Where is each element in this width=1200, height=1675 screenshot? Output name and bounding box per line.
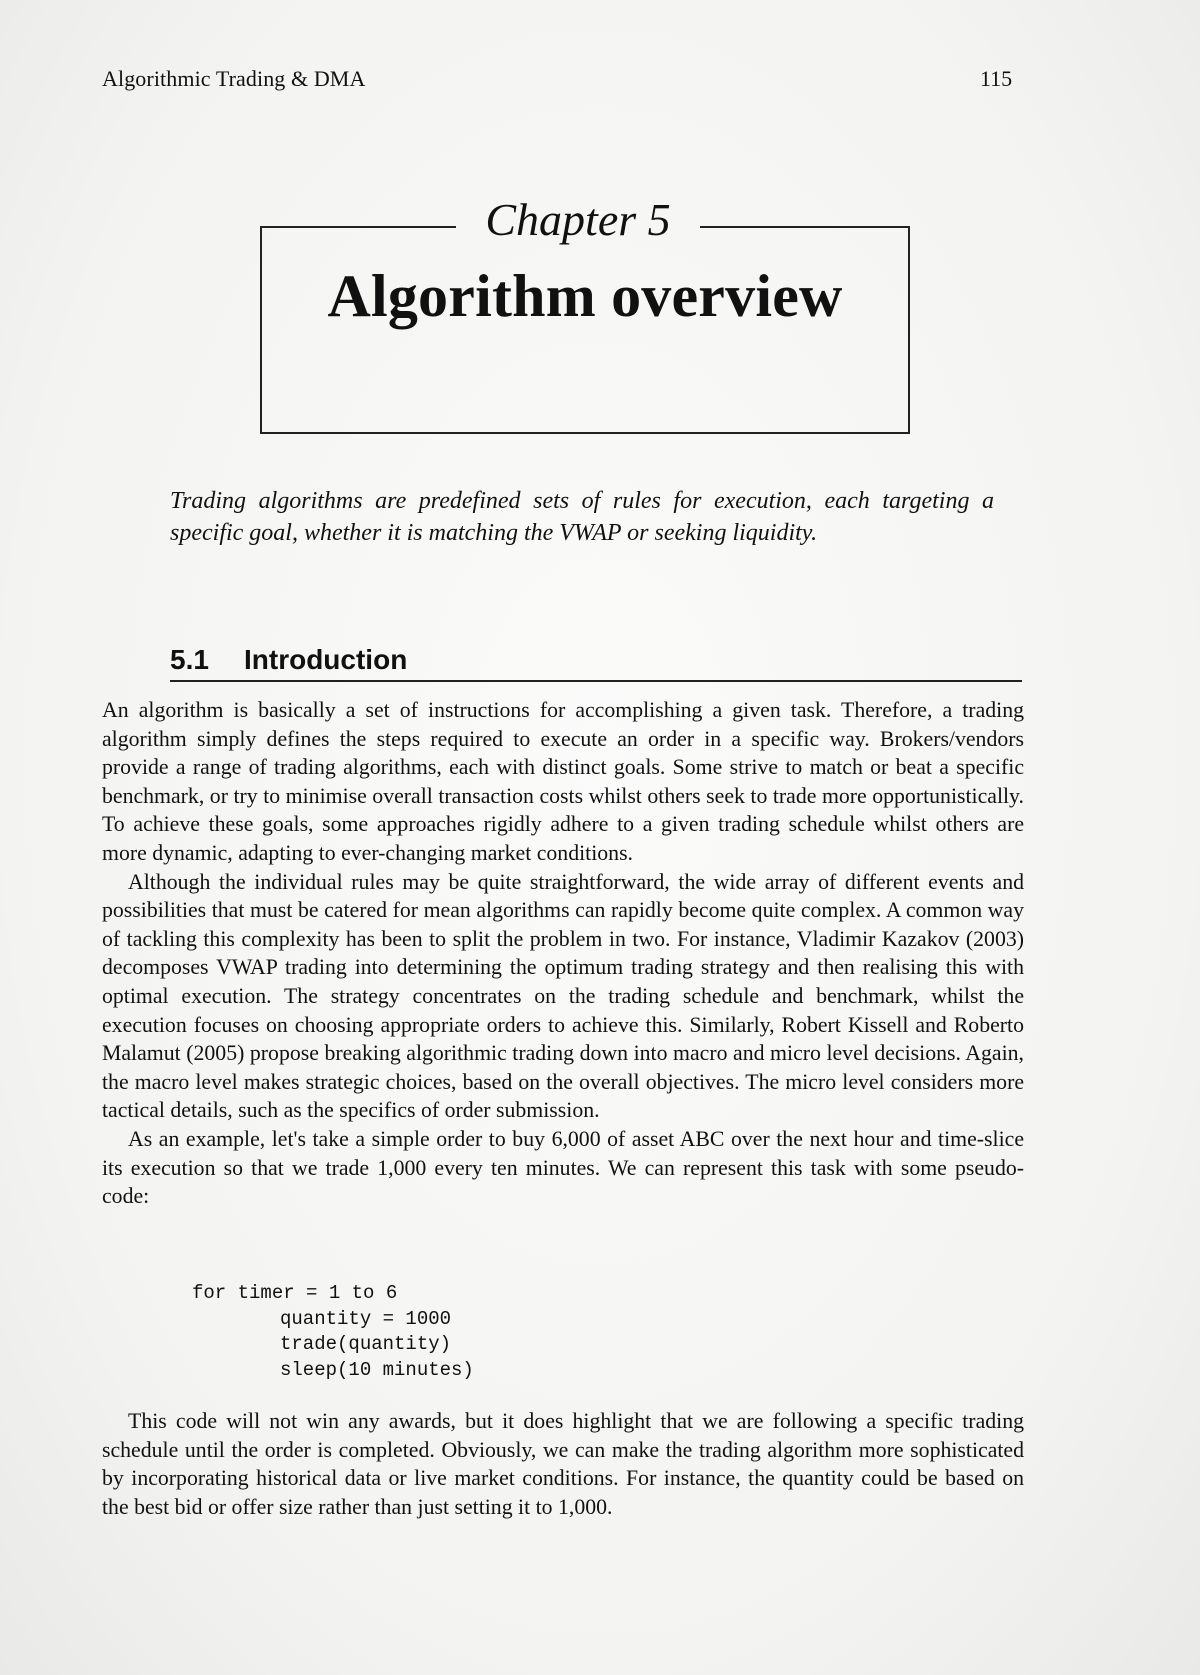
paragraph: This code will not win any awards, but it does highlight that we are following a specific trading schedule until the order is completed. Obviously, we can make the trading algorithm more sophisticated by incorporating historical data or live market conditions. For instance, the quantity could be based on the best bid or offer size rather than just setting it to 1,000. [102, 1409, 1024, 1519]
section-number: 5.1 [170, 644, 209, 675]
chapter-title: Algorithm overview [327, 263, 843, 329]
pseudo-code-block [192, 1281, 474, 1383]
code-line: quantity = 1000 [280, 1307, 452, 1330]
code-line: trade(quantity) [280, 1333, 452, 1355]
code-line: for timer = 1 to 6 [192, 1282, 398, 1304]
running-head: Algorithmic Trading & DMA [102, 66, 366, 91]
paragraph: As an example, let's take a simple order to buy 6,000 of asset ABC over the next hour and time-slice its execution so that we trade 1,000 every ten minutes. We can represent this task with some pseudo-code: [102, 1126, 1024, 1209]
chapter-epigraph: Trading algorithms are predefined sets of rules for execution, each targeting a specific goal, whether it is matching the VWAP or seeking liquidity. [170, 488, 994, 546]
chapter-label: Chapter 5 [485, 194, 671, 245]
page-number: 115 [980, 66, 1013, 91]
paragraph: Although the individual rules may be quite straightforward, the wide array of different events and possibilities that must be catered for mean algorithms can rapidly become quite complex. A common way of tackling this complexity has been to split the problem in two. For instance, Vladimir Kazakov (2003) decomposes VWAP trading into determining the optimum trading strategy and then realising this with optimal execution. The strategy concentrates on the trading schedule and benchmark, whilst the execution focuses on choosing appropriate orders to achieve this. Similarly, Robert Kissell and Roberto Malamut (2005) propose breaking algorithmic trading down into macro and micro level decisions. Again, the macro level makes strategic choices, based on the overall objectives. The micro level considers more tactical details, such as the specifics of order submission. [102, 869, 1024, 1123]
code-line: sleep(10 minutes) [280, 1358, 474, 1381]
body-text-continued [102, 1407, 1024, 1521]
section-heading [170, 642, 1022, 682]
body-text [102, 696, 1024, 1211]
paragraph: An algorithm is basically a set of instructions for accomplishing a given task. Therefore, a trading algorithm simply defines the steps required to execute an order in a specific way. Brokers/vendors provide a range of trading algorithms, each with distinct goals. Some strive to match or beat a specific benchmark, or try to minimise overall transaction costs whilst others seek to trade more opportunistically. To achieve these goals, some approaches rigidly adhere to a given trading schedule whilst others are more dynamic, adapting to ever-changing market conditions. [102, 698, 1024, 865]
section-title: Introduction [244, 644, 408, 675]
